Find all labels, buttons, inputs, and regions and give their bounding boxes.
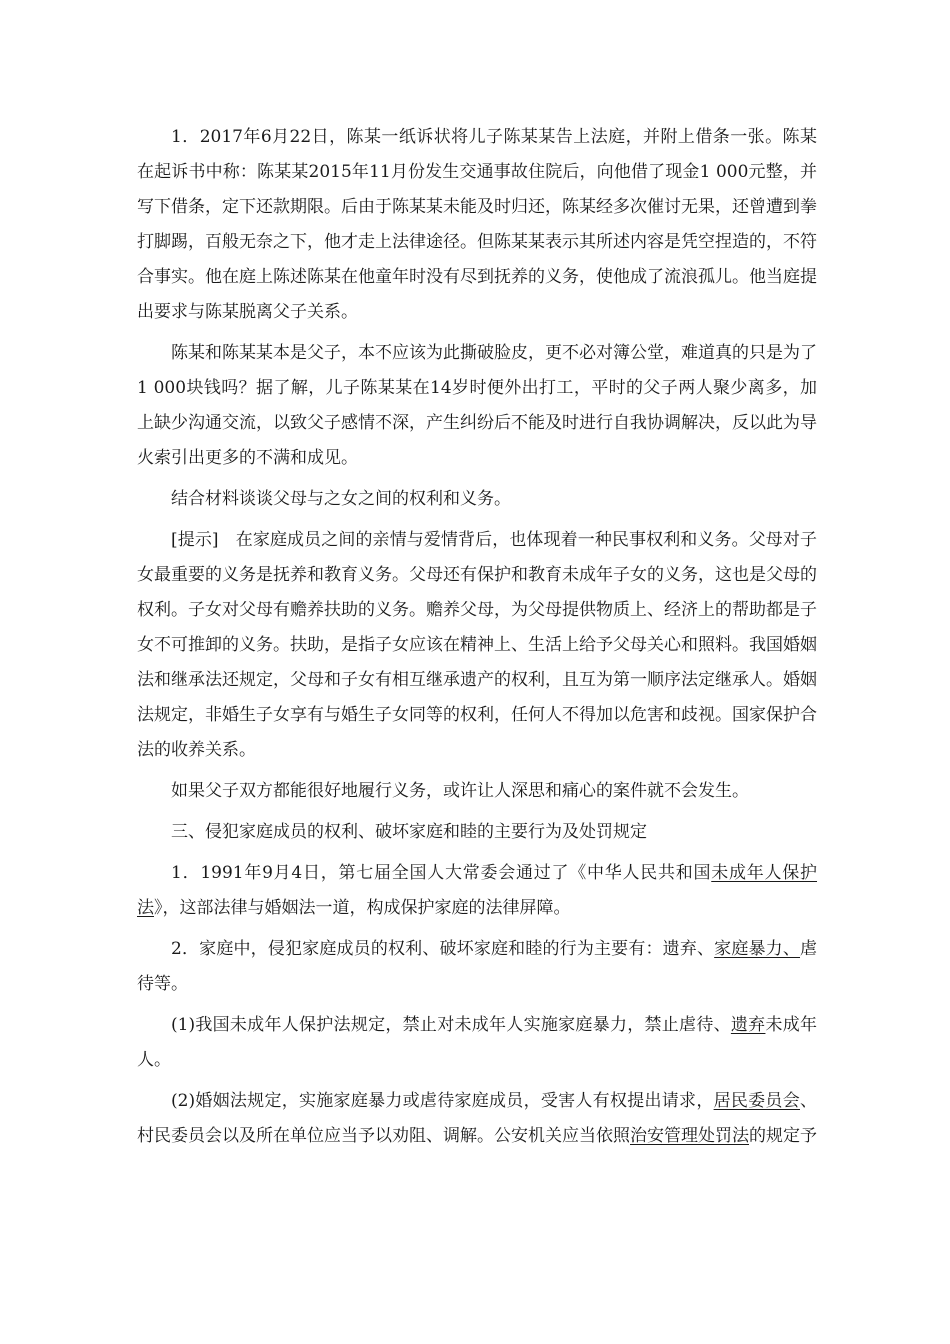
law-paragraph-4 [137, 1084, 817, 1154]
text-run: (2)婚姻法规定，实施家庭暴力或虐待家庭成员，受害人有权提出请求， [171, 1091, 714, 1111]
text-run: 未成年人。 [137, 1015, 818, 1070]
underlined-term: 家庭暴力、 [714, 939, 800, 959]
underlined-term: 未成年人保护法 [137, 863, 818, 918]
law-paragraph-3 [137, 1008, 817, 1078]
text-run: 虐待等。 [137, 939, 817, 994]
document-body [137, 120, 817, 1160]
hint-paragraph: [提示] 在家庭成员之间的亲情与爱情背后，也体现着一种民事权利和义务。父母对子女最重要的义务是抚养和教育义务。父母还有保护和教育未成年子女的义务，这也是父母的权利。子女对父母有赡养扶助的义务。赡养父母，为父母提供物质上、经济上的帮助都是子女不可推卸的义务。扶助，是指子女应该在精神上、生活上给予父母关心和照料。我国婚姻法和继承法还规定，父母和子女有相互继承遗产的权利，且互为第一顺序法定继承人。婚姻法规定，非婚生子女享有与婚生子女同等的权利，任何人不得加以危害和歧视。国家保护合法的收养关系。 [137, 530, 817, 760]
section-heading: 三、侵犯家庭成员的权利、破坏家庭和睦的主要行为及处罚规定 [171, 822, 647, 842]
text-run: 2．家庭中，侵犯家庭成员的权利、破坏家庭和睦的行为主要有：遗弃、 [171, 939, 715, 959]
underlined-term: 遗弃 [730, 1015, 766, 1035]
case-paragraph-2: 陈某和陈某某本是父子，本不应该为此撕破脸皮，更不必对簿公堂，难道真的只是为了1 000块钱吗？据了解，儿子陈某某在14岁时便外出打工，平时的父子两人聚少离多，加上缺少沟通交流，以致父子感情不深，产生纠纷后不能及时进行自我协调解决，反以此为导火索引出更多的不满和成见。 [137, 343, 817, 468]
text-run: 的规定予 [749, 1126, 817, 1146]
text-run: 1．1991年9月4日，第七届全国人大常委会通过了《中华人民共和国 [171, 863, 712, 883]
case-paragraph-1: 1．2017年6月22日，陈某一纸诉状将儿子陈某某告上法庭，并附上借条一张。陈某在起诉书中称：陈某某2015年11月份发生交通事故住院后，向他借了现金1 000元整，并写下借条，定下还款期限。后由于陈某某未能及时归还，陈某经多次催讨无果，还曾遭到拳打脚踢，百般无奈之下，他才走上法律途径。但陈某某表示其所述内容是凭空捏造的，不符合事实。他在庭上陈述陈某在他童年时没有尽到抚养的义务，使他成了流浪孤儿。他当庭提出要求与陈某脱离父子关系。 [137, 127, 817, 322]
underlined-term: 居民委员会 [713, 1091, 800, 1111]
conclusion-paragraph: 如果父子双方都能很好地履行义务，或许让人深思和痛心的案件就不会发生。 [171, 781, 749, 801]
text-run: (1)我国未成年人保护法规定，禁止对未成年人实施家庭暴力，禁止虐待、 [171, 1015, 731, 1035]
question-paragraph: 结合材料谈谈父母与之女之间的权利和义务。 [171, 489, 511, 509]
text-run: 》，这部法律与婚姻法一道，构成保护家庭的法律屏障。 [154, 898, 571, 918]
text-run: 、村民委员会以及所在单位应当予以劝阻、调解。公安机关应当依照 [137, 1091, 817, 1146]
underlined-term: 治安管理处罚法 [630, 1126, 749, 1146]
law-paragraph-1 [137, 856, 817, 926]
law-paragraph-2 [137, 932, 817, 1002]
